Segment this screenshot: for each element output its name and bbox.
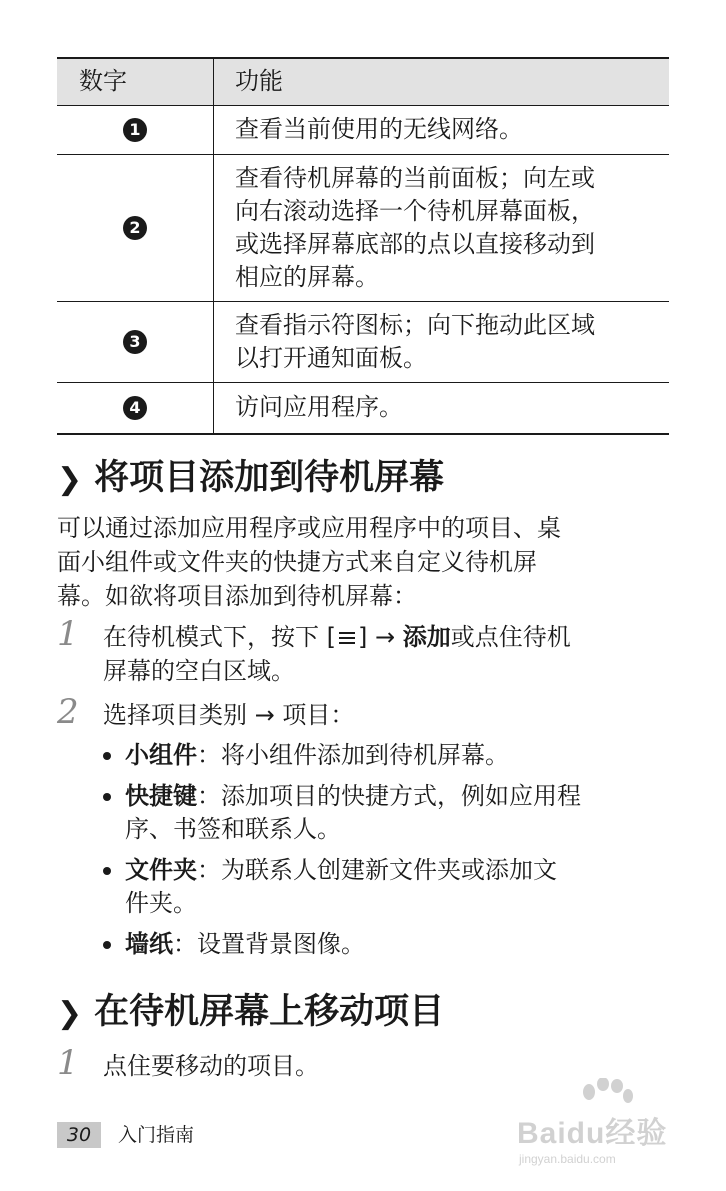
row-description: 查看指示符图标；向下拖动此区域 以打开通知面板。 bbox=[214, 301, 670, 382]
chevron-right-icon: ❯ bbox=[57, 996, 83, 1031]
section-intro: 可以通过添加应用程序或应用程序中的项目、桌 面小组件或文件夹的快捷方式来自定义待机屏 幕。如欲将项目添加到待机屏幕： bbox=[57, 514, 561, 610]
baidu-watermark-logo bbox=[515, 1078, 690, 1168]
page-number: 30 bbox=[57, 1122, 101, 1148]
step-item: 1 点住要移动的项目。 bbox=[57, 1043, 319, 1083]
bullet-dot-icon bbox=[103, 752, 111, 760]
menu-key-icon bbox=[337, 630, 357, 646]
table-row bbox=[57, 301, 669, 382]
bullet-dot-icon bbox=[103, 867, 111, 875]
step-number: 1 bbox=[57, 614, 79, 654]
step-item: 2 选择项目类别 → 项目： bbox=[57, 692, 355, 732]
table-row bbox=[57, 154, 669, 301]
category-list bbox=[103, 739, 663, 969]
step-number: 1 bbox=[57, 1043, 79, 1083]
function-table bbox=[57, 57, 669, 435]
bullet-dot-icon bbox=[103, 793, 111, 801]
header-function: 功能 bbox=[214, 58, 670, 105]
number-badge: 1 bbox=[123, 118, 147, 142]
watermark-url: jingyan.baidu.com bbox=[519, 1152, 616, 1166]
table-header-row bbox=[57, 58, 669, 105]
number-badge: 2 bbox=[123, 216, 147, 240]
header-number: 数字 bbox=[79, 67, 127, 96]
list-item: 墙纸：设置背景图像。 bbox=[103, 928, 663, 961]
table-row bbox=[57, 105, 669, 154]
list-item: 文件夹：为联系人创建新文件夹或添加文 件夹。 bbox=[103, 854, 663, 920]
step-item: 1 在待机模式下，按下 [ ] → 添加或点住待机 屏幕的空白区域。 bbox=[57, 614, 571, 685]
chapter-title: 入门指南 bbox=[118, 1124, 195, 1146]
step-number: 2 bbox=[57, 692, 79, 732]
table-row bbox=[57, 382, 669, 434]
section-heading-add-items: ❯ 将项目添加到待机屏幕 bbox=[57, 458, 445, 498]
bullet-dot-icon bbox=[103, 941, 111, 949]
section-heading-move-items: ❯ 在待机屏幕上移动项目 bbox=[57, 992, 445, 1032]
list-item: 快捷键：添加项目的快捷方式，例如应用程 序、书签和联系人。 bbox=[103, 780, 663, 846]
chevron-right-icon: ❯ bbox=[57, 462, 83, 497]
row-description: 查看当前使用的无线网络。 bbox=[214, 105, 670, 154]
row-description: 查看待机屏幕的当前面板；向左或 向右滚动选择一个待机屏幕面板， 或选择屏幕底部的点以直接移动到 相应的屏幕。 bbox=[214, 154, 670, 301]
paw-icon bbox=[577, 1078, 637, 1112]
watermark-name: Baidu经验 bbox=[517, 1117, 668, 1150]
number-badge: 4 bbox=[123, 396, 147, 420]
list-item: 小组件：将小组件添加到待机屏幕。 bbox=[103, 739, 663, 772]
row-description: 访问应用程序。 bbox=[214, 382, 670, 434]
number-badge: 3 bbox=[123, 330, 147, 354]
